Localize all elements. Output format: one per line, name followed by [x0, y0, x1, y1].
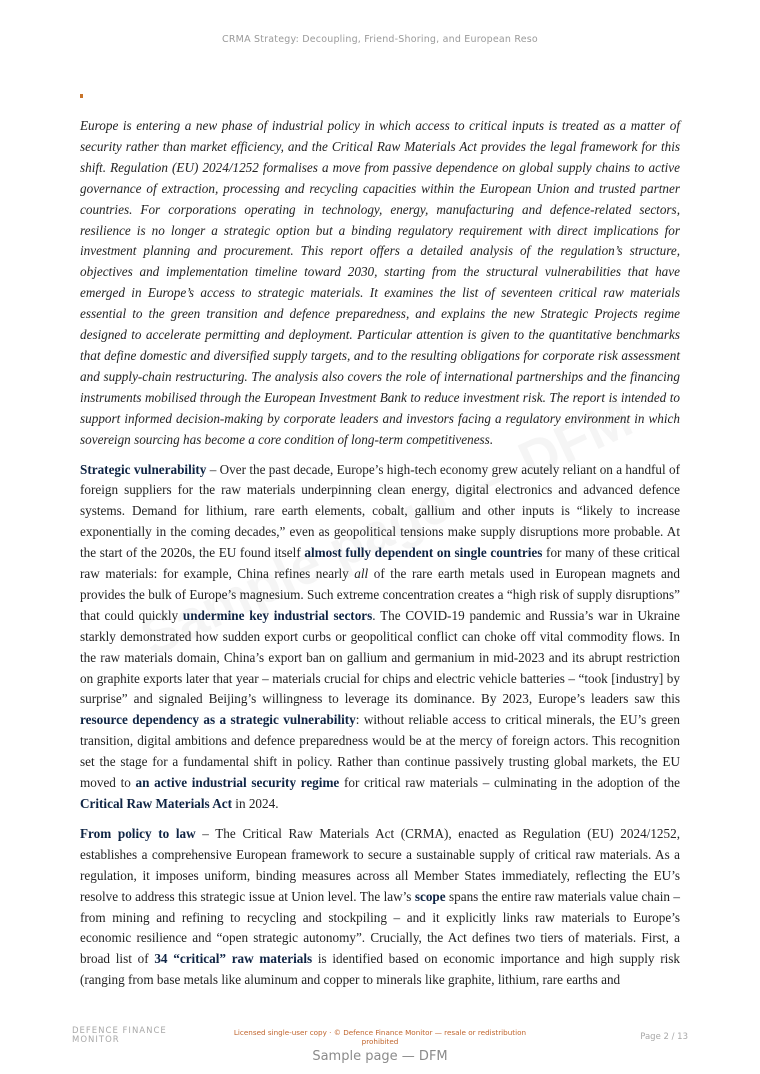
footer-brand-line: MONITOR: [72, 1035, 120, 1045]
body-text: in 2024.: [231, 796, 279, 811]
body-text: – The Critical Raw Materials Act (CRMA), enacted as Regulation (EU) 2024/1252, establishes a comprehensive European framework to secure a sustainable supply of critical raw materials. As a regulation, it imposes uniform, binding measures across all Member States immediately, reflecting the EU’s resolve to address this strategic issue at Union level. The law’s: [80, 825, 681, 904]
section-term: Strategic vulnerability: [80, 461, 207, 477]
body-text: spans the entire raw materials value chain – from mining and refining to recycling and stockpiling – and it explicitly links raw materials to Europe’s economic resilience and “open strategic autonomy”. Crucially, the Act defines two tiers of materials. First, a broad list of: [80, 888, 681, 967]
footer-brand-line: DEFENCE FINANCE: [72, 1026, 167, 1036]
body-text: : without reliable access to critical minerals, the EU’s green transition, digital ambitions and defence preparedness would be at the mercy of foreign actors. This recognition set the stage for a fundamental shift in policy. Rather than continue passively trusting global markets, the EU moved to: [80, 712, 680, 791]
emphasis-text: scope: [414, 888, 446, 904]
emphasis-text: 34 “critical” raw materials: [154, 951, 313, 967]
document-body: [80, 116, 680, 1000]
emphasis-text: undermine key industrial sectors: [182, 607, 373, 623]
body-text: . The COVID-19 pandemic and Russia’s war in Ukraine starkly demonstrated how sudden export curbs or geopolitical conflict can choke off vital commodity flows. In the raw materials domain, China’s export ban on gallium and germanium in mid-2023 and its abrupt restriction on graphite exports later that year – materials crucial for chips and electric vehicle batteries – “took [industry] by surprise” and signaled Beijing’s willingness to leverage its dominance. By 2023, Europe’s leaders saw this: [80, 607, 680, 707]
section-policy-to-law: [80, 824, 680, 991]
emphasis-text: almost fully dependent on single countries: [304, 545, 543, 561]
section-term: From policy to law: [80, 825, 196, 841]
body-text: is identified based on economic importance and high supply risk (ranging from base metals like aluminum and copper to minerals like graphite, lithium, rare earths and: [80, 951, 680, 988]
body-text: of the rare earth metals used in European magnets and provides the bulk of Europe’s magnesium. Such extreme concentration creates a “high risk of supply disruptions” that could quickly: [80, 566, 680, 623]
sample-page-label: Sample page — DFM: [312, 1049, 448, 1064]
emphasis-text: resource dependency as a strategic vulnerability: [80, 712, 356, 728]
abstract-paragraph: Europe is entering a new phase of industrial policy in which access to critical inputs is treated as a matter of security rather than market efficiency, and the Critical Raw Materials Act provides the legal framework for this shift. Regulation (EU) 2024/1252 formalises a move from passive dependence on global supply chains to active governance of extraction, processing and recycling capacities within the European Union and trusted partner countries. For corporations operating in technology, energy, manufacturing and defence-related sectors, resilience is no longer a strategic option but a binding regulatory requirement with direct implications for investment planning and procurement. This report offers a detailed analysis of the regulation’s structure, objectives and implementation timeline toward 2030, starting from the structural vulnerabilities that have emerged in Europe’s access to strategic materials. It examines the list of seventeen critical raw materials essential to the green transition and defence preparedness, and explains the new Strategic Projects regime designed to accelerate permitting and deployment. Particular attention is given to the quantitative benchmarks that define domestic and diversified supply targets, and to the resulting obligations for corporate risk assessment and supply-chain restructuring. The analysis also covers the role of international partnerships and the financing instruments mobilised through the European Investment Bank to reduce investment risk. The report is intended to support informed decision-making by corporate leaders and investors facing a regulatory environment in which sovereign sourcing has become a core condition of long-term competitiveness.: [80, 118, 680, 447]
emphasis-text: Critical Raw Materials Act: [80, 796, 232, 811]
page-number: Page 2 / 13: [640, 1032, 688, 1042]
footer-license-notice: Licensed single-user copy · © Defence Finance Monitor — resale or redistribution prohibited: [233, 1028, 527, 1046]
emphasis-text: an active industrial security regime: [135, 775, 340, 791]
footer-brand: [72, 1027, 192, 1045]
body-text: for many of these critical raw materials: for example, China refines nearly: [80, 545, 680, 582]
body-text: – Over the past decade, Europe’s high-tech economy grew acutely reliant on a handful of foreign suppliers for the raw materials underpinning clean energy, digital electronics and advanced defence systems. Demand for lithium, rare earth elements, cobalt, gallium and other inputs is “likely to increase exponentially in the coming decades,” even as geopolitical tensions make supply disruptions more probable. At the start of the 2020s, the EU found itself: [80, 461, 680, 561]
italic-text: all: [354, 566, 369, 582]
section-strategic-vulnerability: [80, 460, 680, 815]
accent-mark: [80, 94, 83, 98]
body-text: for critical raw materials – culminating in the adoption of the: [339, 775, 680, 791]
running-header: CRMA Strategy: Decoupling, Friend-Shoring, and European Reso: [222, 34, 538, 45]
